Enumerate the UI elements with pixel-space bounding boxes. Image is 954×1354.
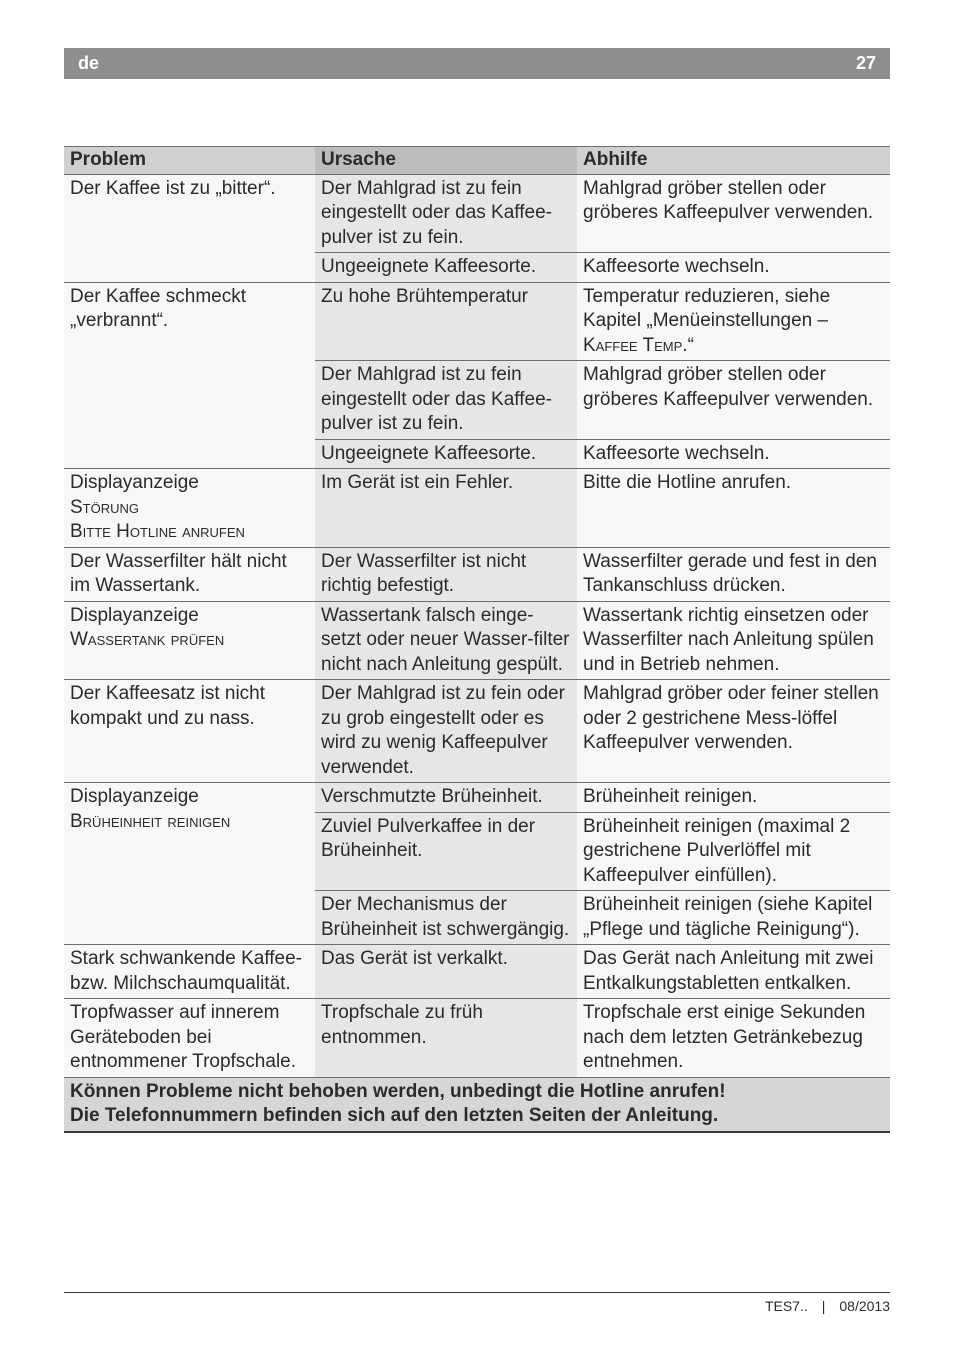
- problem-cell: [64, 783, 315, 945]
- table-row: [64, 469, 890, 548]
- page-footer: [765, 1298, 890, 1314]
- page-number: 27: [855, 53, 876, 73]
- problem-cell: [64, 469, 315, 548]
- problem-text: Displayanzeige: [70, 472, 199, 493]
- cause-cell: Das Gerät ist verkalkt.: [315, 945, 577, 999]
- table-row: [64, 783, 890, 813]
- table-row: [64, 945, 890, 999]
- display-message: Brüheinheit reinigen: [70, 810, 231, 832]
- page-header-bar: [64, 48, 890, 79]
- remedy-cell: Mahlgrad gröber stellen oder gröberes Kaffeepulver verwenden.: [577, 174, 890, 253]
- table-row: [64, 282, 890, 361]
- cause-cell: Ungeeignete Kaffeesorte.: [315, 439, 577, 469]
- cause-cell: Der Mechanismus der Brüheinheit ist schwergängig.: [315, 891, 577, 945]
- remedy-cell: Brüheinheit reinigen (maximal 2 gestrichene Pulverlöffel mit Kaffeepulver einfüllen).: [577, 812, 890, 891]
- remedy-cell: Wassertank richtig einsetzen oder Wasserfilter nach Anleitung spülen und in Betrieb nehmen.: [577, 601, 890, 680]
- remedy-text: Temperatur reduzieren, siehe Kapitel „Menüeinstellungen –: [583, 285, 831, 331]
- table-footer-row: [64, 1077, 890, 1132]
- problem-cell: Tropfwasser auf innerem Geräteboden bei entnommener Tropfschale.: [64, 999, 315, 1078]
- model-number: TES7..: [764, 1298, 808, 1314]
- column-header-problem: Problem: [64, 147, 315, 175]
- footer-separator: |: [821, 1298, 826, 1314]
- remedy-cell: Mahlgrad gröber stellen oder gröberes Kaffeepulver verwenden.: [577, 361, 890, 440]
- remedy-cell: Wasserfilter gerade und fest in den Tankanschluss drücken.: [577, 547, 890, 601]
- hotline-notice-line1: Können Probleme nicht behoben werden, unbedingt die Hotline anrufen!: [70, 1080, 726, 1102]
- problem-text: Displayanzeige: [70, 604, 199, 626]
- remedy-cell: Tropfschale erst einige Sekunden nach dem letzten Getränkebezug entnehmen.: [577, 999, 890, 1078]
- remedy-cell: Das Gerät nach Anleitung mit zwei Entkalkungstabletten entkalken.: [577, 945, 890, 999]
- remedy-cell: Mahlgrad gröber oder feiner stellen oder 2 gestrichene Mess-löffel Kaffeepulver verwenden.: [577, 680, 890, 783]
- problem-cell: Der Wasserfilter hält nicht im Wassertank.: [64, 547, 315, 601]
- cause-cell: Ungeeignete Kaffeesorte.: [315, 253, 577, 283]
- problem-cell: Der Kaffeesatz ist nicht kompakt und zu nass.: [64, 680, 315, 783]
- remedy-cell: Bitte die Hotline anrufen.: [577, 469, 890, 548]
- table-row: [64, 174, 890, 253]
- table-row: [64, 547, 890, 601]
- display-message: Störung: [70, 496, 140, 518]
- remedy-cell: Kaffeesorte wechseln.: [577, 439, 890, 469]
- cause-cell: Tropfschale zu früh entnommen.: [315, 999, 577, 1078]
- menu-setting-label: Kaffee Temp.: [583, 334, 688, 356]
- cause-cell: Zuviel Pulverkaffee in der Brüheinheit.: [315, 812, 577, 891]
- table-header-row: [64, 147, 890, 175]
- cause-cell: Wassertank falsch einge-setzt oder neuer Wasser-filter nicht nach Anleitung gespült.: [315, 601, 577, 680]
- hotline-notice: [64, 1077, 890, 1132]
- cause-cell: Im Gerät ist ein Fehler.: [315, 469, 577, 548]
- language-code: de: [78, 53, 100, 73]
- cause-cell: Der Mahlgrad ist zu fein oder zu grob eingestellt oder es wird zu wenig Kaffeepulver verwendet.: [315, 680, 577, 783]
- problem-cell: Der Kaffee schmeckt „verbrannt“.: [64, 282, 315, 469]
- table-row: [64, 601, 890, 680]
- problem-cell: Der Kaffee ist zu „bitter“.: [64, 174, 315, 282]
- remedy-cell: [577, 282, 890, 361]
- remedy-cell: Brüheinheit reinigen.: [577, 783, 890, 813]
- remedy-cell: Kaffeesorte wechseln.: [577, 253, 890, 283]
- remedy-cell: Brüheinheit reinigen (siehe Kapitel „Pflege und tägliche Reinigung“).: [577, 891, 890, 945]
- table-row: [64, 680, 890, 783]
- column-header-abhilfe: Abhilfe: [577, 147, 890, 175]
- problem-cell: [64, 601, 315, 680]
- closing-quote: “: [687, 334, 694, 356]
- problem-text: Displayanzeige: [70, 786, 199, 807]
- cause-cell: Der Mahlgrad ist zu fein eingestellt oder das Kaffee-pulver ist zu fein.: [315, 174, 577, 253]
- table-row: [64, 999, 890, 1078]
- troubleshooting-table: [64, 146, 890, 1133]
- footer-divider: [64, 1292, 890, 1293]
- column-header-ursache: Ursache: [315, 147, 577, 175]
- cause-cell: Verschmutzte Brüheinheit.: [315, 783, 577, 813]
- cause-cell: Der Mahlgrad ist zu fein eingestellt oder das Kaffee-pulver ist zu fein.: [315, 361, 577, 440]
- display-message: Bitte Hotline anrufen: [70, 521, 245, 542]
- problem-cell: Stark schwankende Kaffee- bzw. Milchschaumqualität.: [64, 945, 315, 999]
- display-message: Wassertank prüfen: [70, 629, 225, 650]
- print-date: 08/2013: [839, 1298, 890, 1314]
- hotline-notice-line2: Die Telefonnummern befinden sich auf den letzten Seiten der Anleitung.: [70, 1105, 719, 1126]
- cause-cell: Der Wasserfilter ist nicht richtig befestigt.: [315, 547, 577, 601]
- cause-cell: Zu hohe Brühtemperatur: [315, 282, 577, 361]
